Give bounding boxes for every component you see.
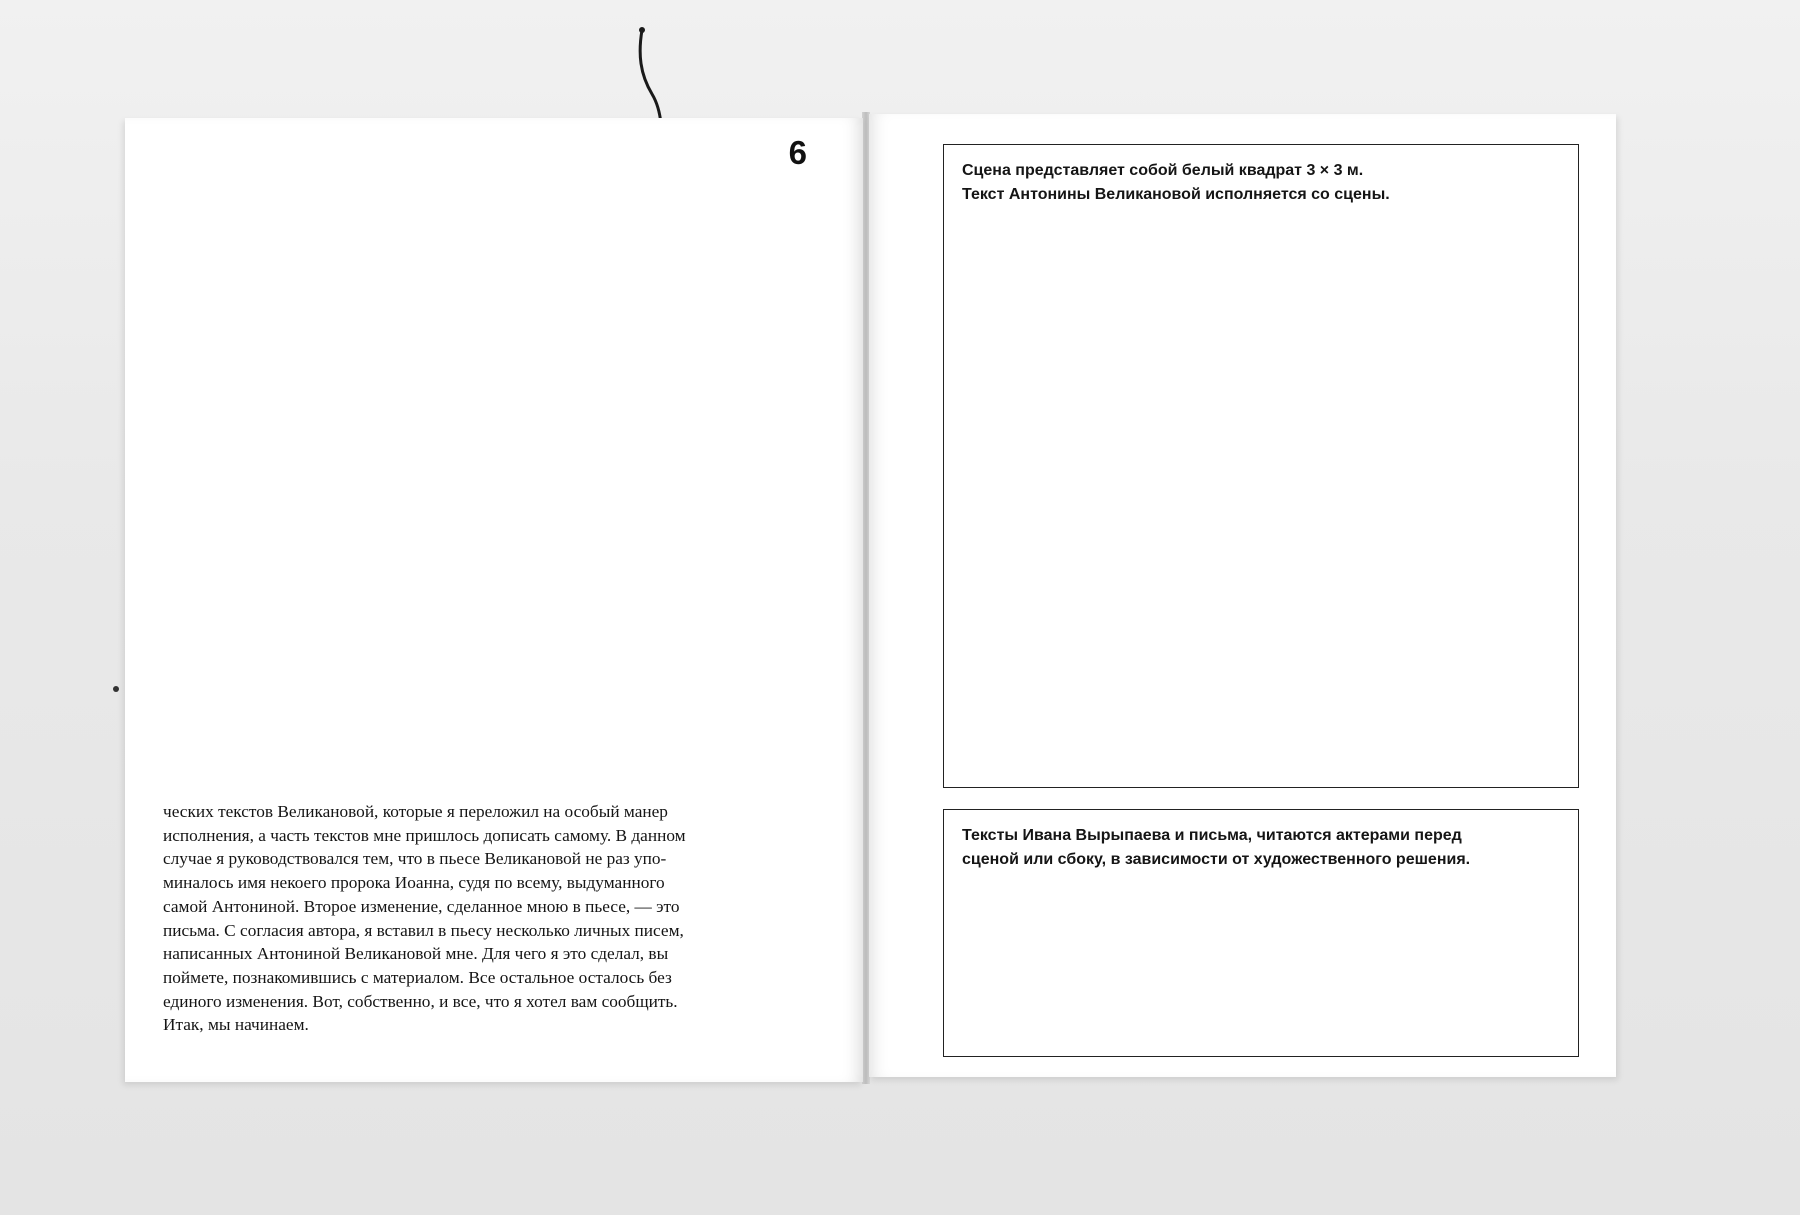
text-line: Тексты Ивана Вырыпаева и письма, читаются актерами перед xyxy=(962,827,1462,844)
scene-description xyxy=(962,159,1390,207)
page-number: 6 xyxy=(788,134,807,171)
text-line: единого изменения. Вот, собственно, и все, что я хотел вам сообщить. xyxy=(163,991,678,1011)
bookmark-ribbon xyxy=(630,24,670,124)
text-line: поймете, познакомившись с материалом. Все остальное осталось без xyxy=(163,967,672,987)
text-line: письма. С согласия автора, я вставил в пьесу несколько личных писем, xyxy=(163,920,684,940)
text-line: Сцена представляет собой белый квадрат 3 × 3 м. xyxy=(962,162,1364,179)
scene-description-box xyxy=(943,144,1579,788)
left-page xyxy=(125,118,863,1082)
text-line: самой Антониной. Второе изменение, сделанное мною в пьесе, — это xyxy=(163,896,680,916)
text-line: случае я руководствовался тем, что в пьесе Великановой не раз упо- xyxy=(163,849,667,869)
text-line: Итак, мы начинаем. xyxy=(163,1015,309,1035)
text-line: Текст Антонины Великановой исполняется со сцены. xyxy=(962,186,1390,203)
text-line: сценой или сбоку, в зависимости от художественного решения. xyxy=(962,851,1471,868)
dust-speck xyxy=(113,686,119,692)
text-line: миналось имя некоего пророка Иоанна, судя по всему, выдуманного xyxy=(163,873,665,893)
body-paragraph xyxy=(163,800,803,1037)
readers-note-box xyxy=(943,809,1579,1057)
text-line: написанных Антониной Великановой мне. Для чего я это сделал, вы xyxy=(163,944,669,964)
readers-note xyxy=(962,824,1470,872)
right-page xyxy=(869,114,1616,1077)
text-line: ческих текстов Великановой, которые я переложил на особый манер xyxy=(163,802,668,821)
text-line: исполнения, а часть текстов мне пришлось дописать самому. В данном xyxy=(163,825,686,845)
